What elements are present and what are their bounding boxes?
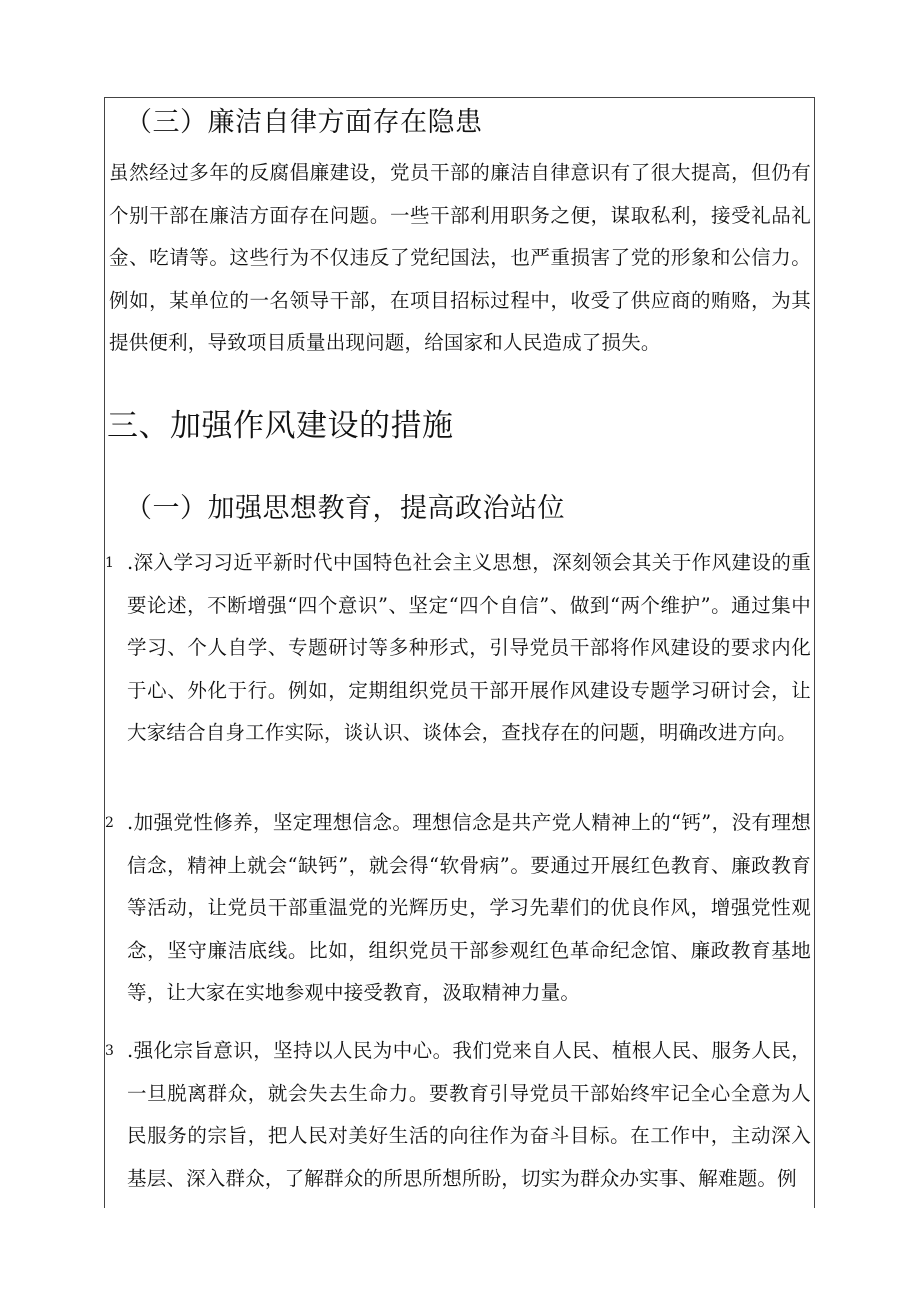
list-item-text: .加强党性修养，坚定理想信念。理想信念是共产党人精神上的“钙”，没有理想信念，精神上就会“缺钙”，就会得“软骨病”。要通过开展红色教育、廉政教育等活动，让党员干部重温党的光辉历史，学习先辈们的优良作风，增强党性观念，坚守廉洁底线。比如，组织党员干部参观红色革命纪念馆、廉政教育基地等，让大家在实地参观中接受教育，汲取精神力量。 [127,811,811,1004]
part3-heading: 三、加强作风建设的措施 [107,408,454,444]
list-item-number: 3 [105,1043,114,1059]
section-c-heading: （三）廉洁自律方面存在隐患 [125,107,483,138]
list-item-number: 2 [105,815,114,831]
section-c-paragraph: 虽然经过多年的反腐倡廉建设，党员干部的廉洁自律意识有了很大提高，但仍有个别干部在廉洁方面存在问题。一些干部利用职务之便，谋取私利，接受礼品礼金、吃请等。这些行为不仅违反了党纪国法，也严重损害了党的形象和公信力。例如，某单位的一名领导干部，在项目招标过程中，收受了供应商的贿赂，为其提供便利，导致项目质量出现问题，给国家和人民造成了损失。 [109,161,811,354]
subsection-1-heading: （一）加强思想教育，提高政治站位 [125,493,565,524]
list-item-number: 1 [105,555,114,571]
list-item-text: .深入学习习近平新时代中国特色社会主义思想，深刻领会其关于作风建设的重要论述，不断增强“四个意识”、坚定“四个自信”、做到“两个维护”。通过集中学习、个人自学、专题研讨等多种形式，引导党员干部将作风建设的要求内化于心、外化于行。例如，定期组织党员干部开展作风建设专题学习研讨会，让大家结合自身工作实际，谈认识、谈体会，查找存在的问题，明确改进方向。 [127,551,811,744]
document-frame [104,97,815,1208]
list-item-text: .强化宗旨意识，坚持以人民为中心。我们党来自人民、植根人民、服务人民，一旦脱离群众，就会失去生命力。要教育引导党员干部始终牢记全心全意为人民服务的宗旨，把人民对美好生活的向往作为奋斗目标。在工作中，主动深入基层、深入群众，了解群众的所思所想所盼，切实为群众办实事、解难题。例 [127,1039,811,1190]
